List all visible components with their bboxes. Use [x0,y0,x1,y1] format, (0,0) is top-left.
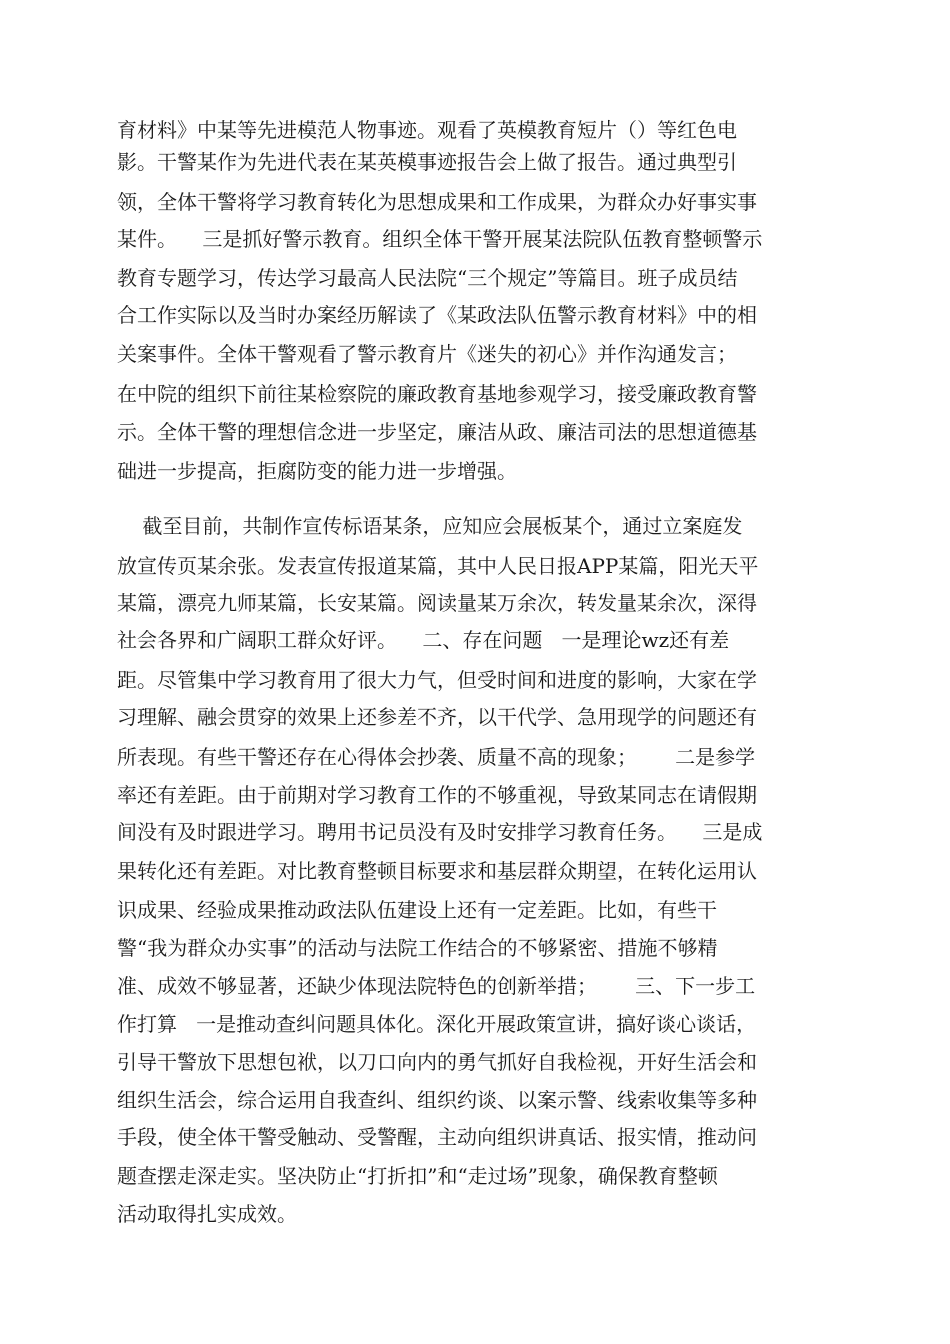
text-line: 关案事件。全体干警观看了警示教育片《迷失的初心》并作沟通发言； [117,342,737,366]
text-line: 放宣传页某余张。发表宣传报道某篇，其中人民日报APP某篇，阳光天平 [117,554,759,578]
text-line: 警“我为群众办实事”的活动与法院工作结合的不够紧密、措施不够精 [117,936,718,960]
text-line: 在中院的组织下前往某检察院的廉政教育基地参观学习，接受廉政教育警 [117,382,757,406]
text-line: 引导干警放下思想包袱，以刀口向内的勇气抓好自我检视，开好生活会和 [117,1050,757,1074]
text-line: 活动取得扎实成效。 [117,1202,297,1226]
text-line: 示。全体干警的理想信念进一步坚定，廉洁从政、廉洁司法的思想道德基 [117,420,757,444]
text-line: 准、成效不够显著，还缺少体现法院特色的创新举措； 三、下一步工 [117,974,756,998]
text-line: 题查摆走深走实。坚决防止“打折扣”和“走过场”现象，确保教育整顿 [117,1164,718,1188]
text-line: 率还有差距。由于前期对学习教育工作的不够重视，导致某同志在请假期 [117,783,757,807]
text-line: 某篇，漂亮九师某篇，长安某篇。阅读量某万余次，转发量某余次，深得 [117,591,757,615]
text-line: 所表现。有些干警还存在心得体会抄袭、质量不高的现象； 二是参学 [117,745,756,769]
text-line: 识成果、经验成果推动政法队伍建设上还有一定差距。比如，有些干 [117,898,717,922]
text-line: 手段，使全体干警受触动、受警醒，主动向组织讲真话、报实情，推动问 [117,1125,757,1149]
text-line: 影。干警某作为先进代表在某英模事迹报告会上做了报告。通过典型引 [117,150,737,174]
text-line: 组织生活会，综合运用自我查纠、组织约谈、以案示警、线索收集等多种 [117,1088,757,1112]
text-line: 距。尽管集中学习教育用了很大力气，但受时间和进度的影响，大家在学 [117,668,757,692]
text-line: 合工作实际以及当时办案经历解读了《某政法队伍警示教育材料》中的相 [117,303,757,327]
text-line: 础进一步提高，拒腐防变的能力进一步增强。 [117,459,517,483]
text-line: 作打算 一是推动查纠问题具体化。深化开展政策宣讲，搞好谈心谈话， [117,1012,757,1036]
text-line: 某件。 三是抓好警示教育。组织全体干警开展某法院队伍教育整顿警示 [117,227,763,251]
text-line: 习理解、融会贯穿的效果上还参差不齐，以干代学、急用现学的问题还有 [117,705,757,729]
text-line: 育材料》中某等先进模范人物事迹。观看了英模教育短片（）等红色电 [117,118,737,142]
text-line: 间没有及时跟进学习。聘用书记员没有及时安排学习教育任务。 三是成 [117,820,763,844]
text-line: 教育专题学习，传达学习最高人民法院“三个规定”等篇目。班子成员结 [117,266,738,290]
text-line: 社会各界和广阔职工群众好评。 二、存在问题 一是理论wz还有差 [117,628,730,652]
text-line: 果转化还有差距。对比教育整顿目标要求和基层群众期望，在转化运用认 [117,859,757,883]
text-line: 截至目前，共制作宣传标语某条，应知应会展板某个，通过立案庭发 [117,514,743,538]
text-line: 领，全体干警将学习教育转化为思想成果和工作成果，为群众办好事实事 [117,190,757,214]
